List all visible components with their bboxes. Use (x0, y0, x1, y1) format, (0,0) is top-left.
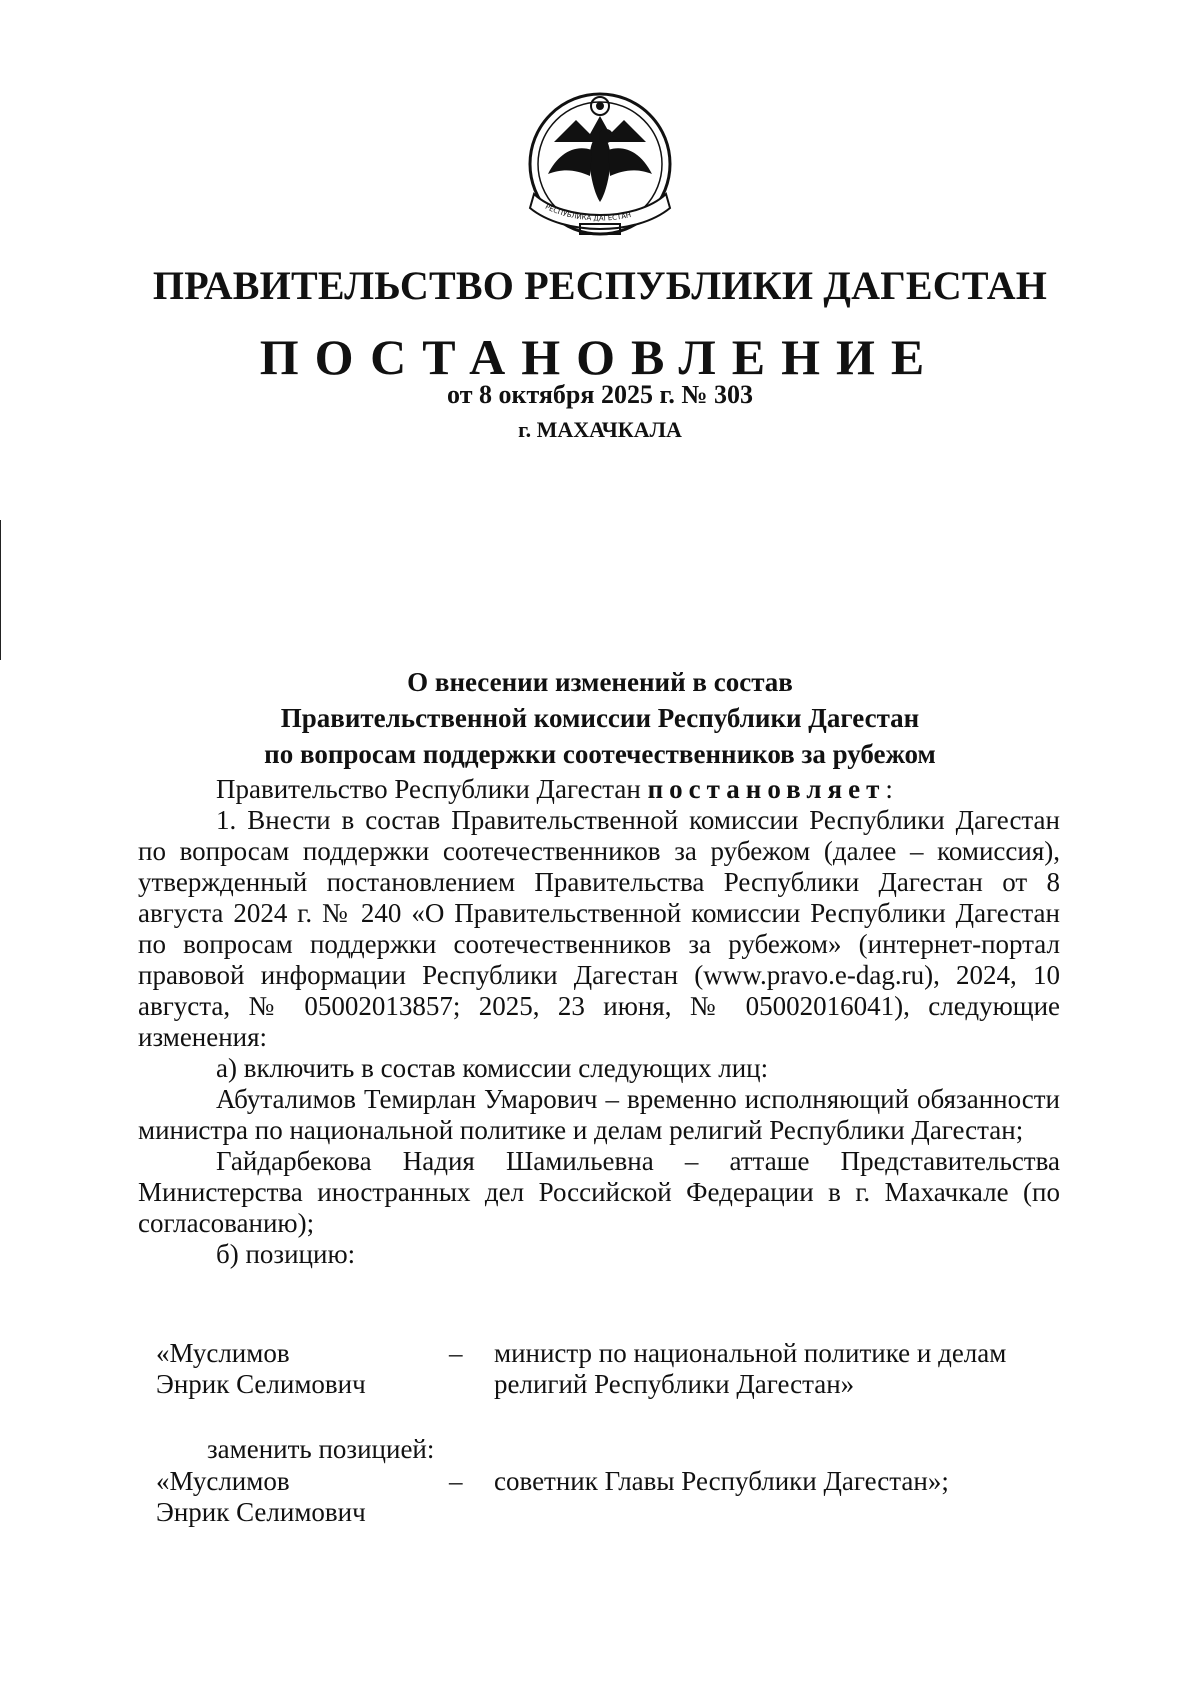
preamble-text: Правительство Республики Дагестан (216, 774, 641, 804)
position-old (156, 1338, 1056, 1402)
title-line: Правительственной комиссии Республики Дагестан (280, 703, 920, 733)
title-line: О внесении изменений в состав (407, 667, 793, 697)
scan-edge-line (0, 520, 1, 660)
person-entry: Абуталимов Темирлан Умарович – временно исполняющий обязанности министра по национальной политике и делам религий Республики Дагестан; (138, 1084, 1060, 1145)
emblem-ribbon-text: РЕСПУБЛИКА ДАГЕСТАН (543, 202, 632, 223)
title-line: по вопросам поддержки соотечественников за рубежом (264, 739, 936, 769)
paragraph-1: 1. Внести в состав Правительственной комиссии Республики Дагестан по вопросам поддержки соотечественников за рубежом (далее – комиссия), утвержденный постановлением Правительства Республики Дагестан от 8 августа 2024 г. № 240 «О Правительственной комиссии Республики Дагестан по вопросам поддержки соотечественников за рубежом» (интернет-портал правовой информации Республики Дагестан (www.pravo.e-dag.ru), 2024, 10 августа, № 05002013857; 2025, 23 июня, № 05002016041), следующие изменения: (138, 805, 1060, 1052)
preamble-end: : (885, 774, 893, 804)
preamble-keyword: постановляет (647, 774, 886, 804)
government-name: ПРАВИТЕЛЬСТВО РЕСПУБЛИКИ ДАГЕСТАН (152, 263, 1048, 308)
document-date-number: от 8 октября 2025 г. № 303 (447, 380, 753, 409)
document-city: г. МАХАЧКАЛА (518, 417, 682, 442)
name-line: Энрик Селимович (156, 1369, 366, 1399)
position-new (156, 1466, 1056, 1530)
document-type: ПОСТАНОВЛЕНИЕ (259, 329, 941, 385)
person-entry: Гайдарбекова Надия Шамильевна – атташе Представительства Министерства иностранных дел Российской Федерации в г. Махачкале (по согласованию); (138, 1146, 1060, 1238)
role-line: советник Главы Республики Дагестан»; (494, 1466, 949, 1496)
position-role (494, 1338, 1054, 1400)
name-line: «Муслимов (156, 1338, 290, 1368)
dagestan-coat-of-arms-icon (514, 84, 686, 244)
position-name (156, 1338, 446, 1400)
name-line: Энрик Селимович (156, 1497, 366, 1527)
replace-label: заменить позицией: (207, 1434, 435, 1464)
name-line: «Муслимов (156, 1466, 290, 1496)
document-body (138, 774, 1060, 1270)
preamble (138, 774, 1060, 805)
document-title (140, 664, 1060, 772)
position-name (156, 1466, 446, 1528)
paragraph-a: а) включить в состав комиссии следующих лиц: (216, 1053, 769, 1083)
role-line: министр по национальной политике и делам (494, 1338, 1007, 1368)
position-role (494, 1466, 1054, 1497)
position-dash: – (449, 1338, 463, 1368)
position-dash: – (449, 1466, 463, 1496)
role-line: религий Республики Дагестан» (494, 1369, 855, 1399)
paragraph-b: б) позицию: (216, 1239, 356, 1269)
